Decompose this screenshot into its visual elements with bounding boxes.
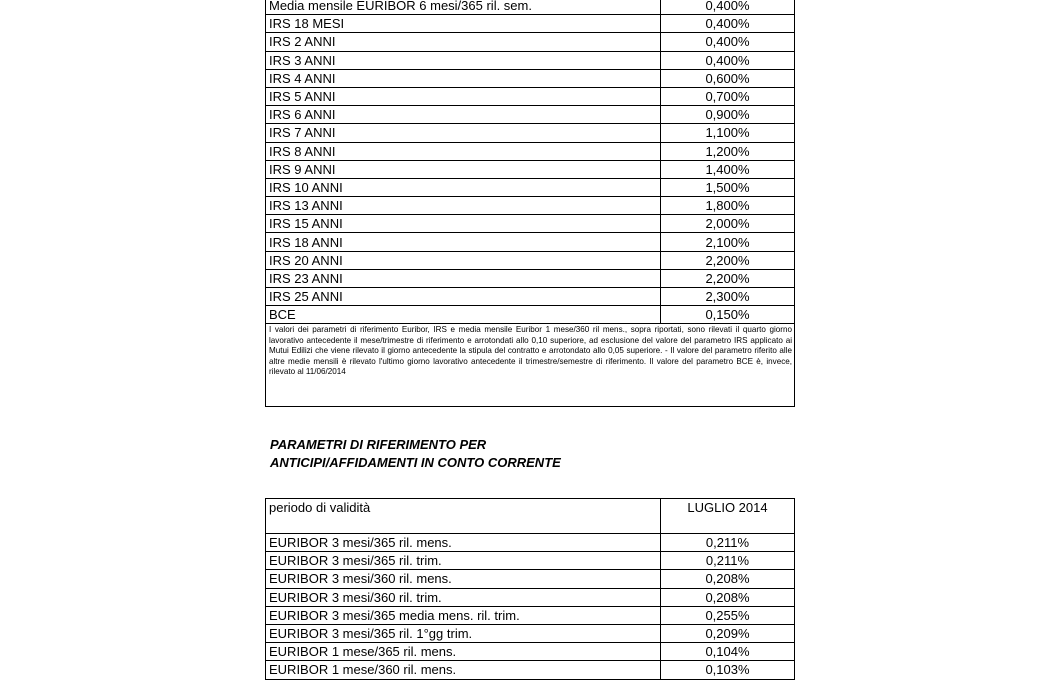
row-value: 0,400% — [661, 33, 795, 51]
row-label: Media mensile EURIBOR 6 mesi/365 ril. sem. — [266, 0, 661, 15]
row-value: 2,000% — [661, 215, 795, 233]
row-value: 0,150% — [661, 306, 795, 324]
table-row — [266, 588, 795, 606]
row-label: IRS 3 ANNI — [266, 51, 661, 69]
table-row — [266, 106, 795, 124]
row-label: IRS 25 ANNI — [266, 288, 661, 306]
table-row — [266, 552, 795, 570]
rates-table-body — [266, 0, 795, 324]
table-row — [266, 251, 795, 269]
row-value: 0,400% — [661, 15, 795, 33]
row-value: 0,208% — [661, 570, 795, 588]
row-value: 0,400% — [661, 0, 795, 15]
row-value: 0,700% — [661, 87, 795, 105]
validity-period-label: periodo di validità — [266, 499, 661, 534]
table-row — [266, 33, 795, 51]
row-label: IRS 23 ANNI — [266, 269, 661, 287]
row-label: IRS 7 ANNI — [266, 124, 661, 142]
row-label: IRS 18 MESI — [266, 15, 661, 33]
table-row — [266, 624, 795, 642]
table-row — [266, 178, 795, 196]
row-label: BCE — [266, 306, 661, 324]
row-value: 0,400% — [661, 51, 795, 69]
table-row — [266, 69, 795, 87]
overdraft-rates-body — [266, 534, 795, 680]
row-label: IRS 18 ANNI — [266, 233, 661, 251]
row-label: IRS 6 ANNI — [266, 106, 661, 124]
table-row — [266, 661, 795, 679]
row-label: EURIBOR 3 mesi/365 ril. mens. — [266, 534, 661, 552]
table-row — [266, 51, 795, 69]
row-value: 0,103% — [661, 661, 795, 679]
table-row — [266, 534, 795, 552]
section-heading-line-1: PARAMETRI DI RIFERIMENTO PER — [270, 437, 487, 452]
row-value: 2,300% — [661, 288, 795, 306]
row-label: EURIBOR 3 mesi/360 ril. trim. — [266, 588, 661, 606]
row-label: EURIBOR 3 mesi/365 ril. trim. — [266, 552, 661, 570]
overdraft-rates-table — [265, 498, 795, 680]
table-row — [266, 606, 795, 624]
row-value: 1,800% — [661, 197, 795, 215]
table-row — [266, 0, 795, 15]
table-row — [266, 233, 795, 251]
table-row — [266, 288, 795, 306]
row-value: 0,104% — [661, 643, 795, 661]
row-value: 0,211% — [661, 534, 795, 552]
table-row — [266, 87, 795, 105]
row-value: 1,400% — [661, 160, 795, 178]
table-row — [266, 269, 795, 287]
row-label: EURIBOR 1 mese/360 ril. mens. — [266, 661, 661, 679]
row-label: IRS 13 ANNI — [266, 197, 661, 215]
row-value: 1,500% — [661, 178, 795, 196]
row-label: EURIBOR 3 mesi/360 ril. mens. — [266, 570, 661, 588]
validity-period-value: LUGLIO 2014 — [661, 499, 795, 534]
row-label: EURIBOR 3 mesi/365 media mens. ril. trim. — [266, 606, 661, 624]
row-value: 1,200% — [661, 142, 795, 160]
row-label: IRS 5 ANNI — [266, 87, 661, 105]
table-row — [266, 215, 795, 233]
row-value: 2,200% — [661, 269, 795, 287]
row-label: IRS 2 ANNI — [266, 33, 661, 51]
table-row — [266, 15, 795, 33]
row-value: 0,209% — [661, 624, 795, 642]
row-value: 2,100% — [661, 233, 795, 251]
row-value: 0,255% — [661, 606, 795, 624]
row-value: 1,100% — [661, 124, 795, 142]
row-label: IRS 8 ANNI — [266, 142, 661, 160]
section-heading-line-2: ANTICIPI/AFFIDAMENTI IN CONTO CORRENTE — [270, 455, 561, 470]
row-label: EURIBOR 1 mese/365 ril. mens. — [266, 643, 661, 661]
row-label: IRS 20 ANNI — [266, 251, 661, 269]
row-value: 0,600% — [661, 69, 795, 87]
rates-footnote: I valori dei parametri di riferimento Euribor, IRS e media mensile Euribor 1 mese/360 ril mens., sopra riportati, sono rilevati il quarto giorno lavorativo antecedente il mese/trimestre di riferimento e arrotondati allo 0,10 superiore, ad esclusione del valore del parametro IRS applicato ai Mutui Edilizi che viene rilevato il giorno antecedente la stipula del contratto e arrotondato allo 0,05 superiore. - Il valore del parametro riferito alle altre medie mensili è rilevato l'ultimo giorno lavorativo antecedente il trimestre/semestre di riferimento. Il valore del parametro BCE è, invece, rilevato al 11/06/2014 — [265, 309, 795, 407]
row-value: 2,200% — [661, 251, 795, 269]
row-label: IRS 9 ANNI — [266, 160, 661, 178]
table-header-row — [266, 499, 795, 534]
row-label: IRS 15 ANNI — [266, 215, 661, 233]
row-label: EURIBOR 3 mesi/365 ril. 1°gg trim. — [266, 624, 661, 642]
table-row — [266, 124, 795, 142]
table-row — [266, 160, 795, 178]
row-label: IRS 10 ANNI — [266, 178, 661, 196]
rates-table — [265, 0, 795, 324]
table-row — [266, 142, 795, 160]
row-label: IRS 4 ANNI — [266, 69, 661, 87]
row-value: 0,900% — [661, 106, 795, 124]
row-value: 0,208% — [661, 588, 795, 606]
table-row — [266, 197, 795, 215]
table-row — [266, 570, 795, 588]
row-value: 0,211% — [661, 552, 795, 570]
table-row — [266, 643, 795, 661]
